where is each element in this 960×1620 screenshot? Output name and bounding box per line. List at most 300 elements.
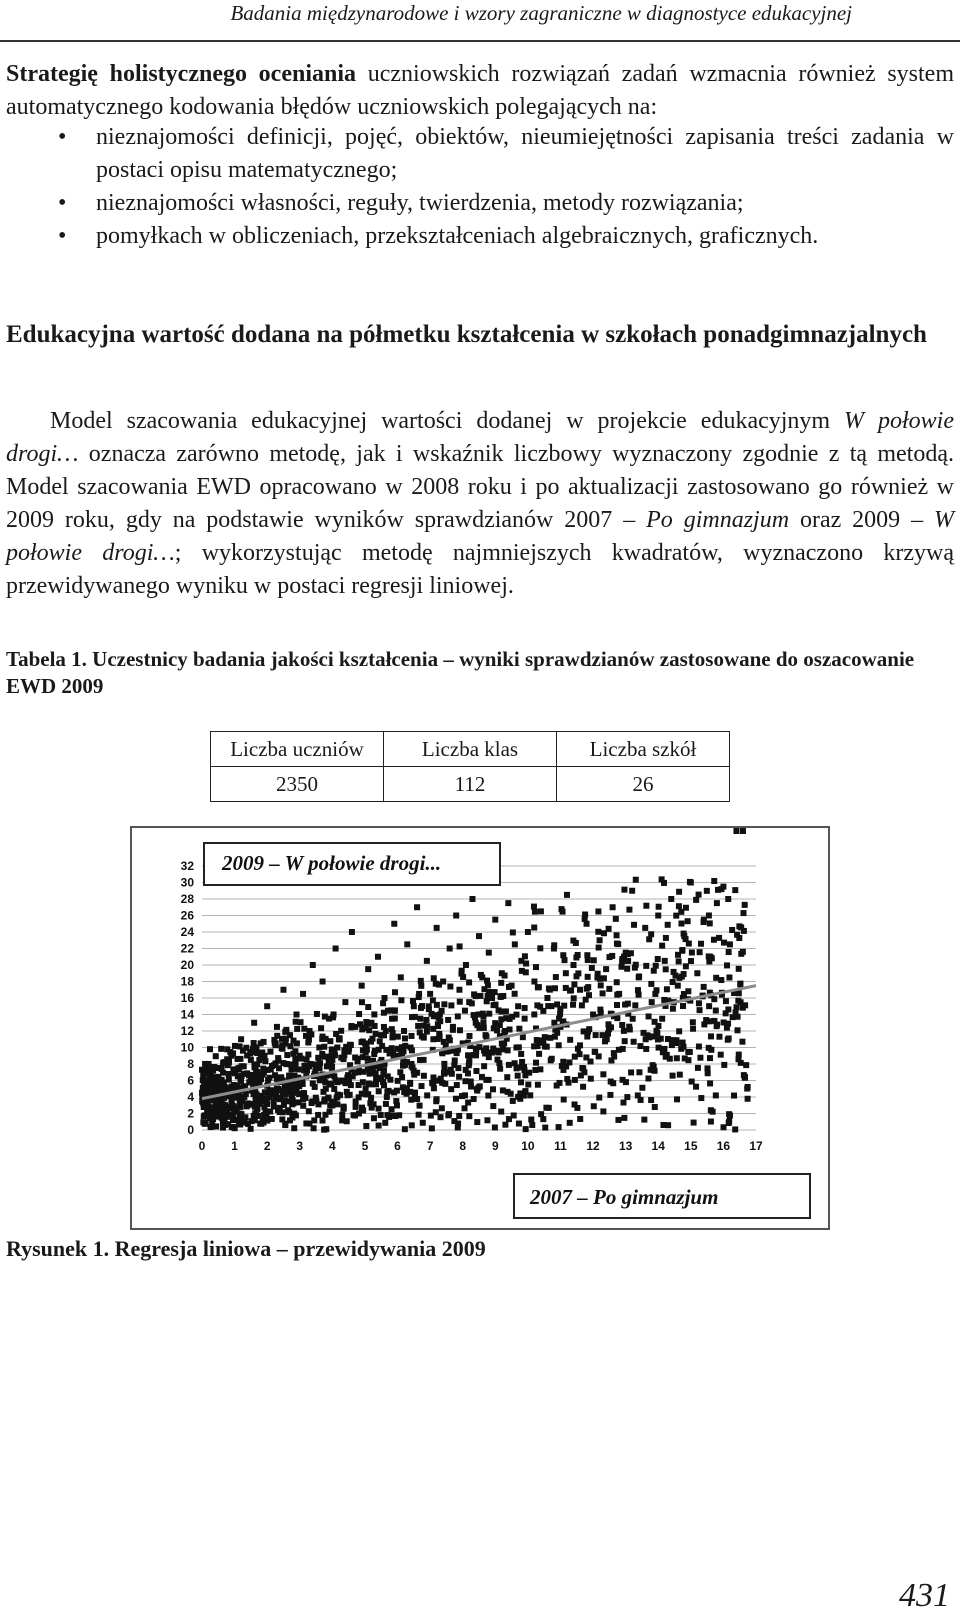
x-axis-label: 2007 – Po gimnazjum bbox=[530, 1185, 719, 1209]
data-point bbox=[241, 1063, 247, 1069]
data-point bbox=[260, 1066, 266, 1072]
data-point bbox=[653, 1028, 659, 1034]
data-point bbox=[741, 910, 747, 916]
data-point bbox=[314, 1011, 320, 1017]
model-text-4: ; wykorzystując metodę najmniejszych kwadratów, wyznaczono krzywą przewidywanego wyniku w postaci regresji liniowej. bbox=[6, 540, 955, 599]
data-point bbox=[292, 1056, 298, 1062]
data-point bbox=[678, 1046, 684, 1052]
data-point bbox=[652, 1019, 658, 1025]
chart-canvas bbox=[132, 828, 828, 1228]
data-point bbox=[463, 962, 469, 968]
data-point bbox=[575, 952, 581, 958]
data-point bbox=[290, 1087, 296, 1093]
data-point bbox=[630, 1016, 636, 1022]
data-point bbox=[529, 1122, 535, 1128]
data-point bbox=[531, 979, 537, 985]
data-point bbox=[713, 975, 719, 981]
data-point bbox=[531, 904, 537, 910]
data-point bbox=[648, 1097, 654, 1103]
y-tick-label: 30 bbox=[180, 875, 194, 890]
data-point bbox=[683, 963, 689, 969]
data-point bbox=[528, 1116, 534, 1122]
data-point bbox=[320, 1054, 326, 1060]
data-point bbox=[481, 1063, 487, 1069]
table-cell: 2350 bbox=[211, 767, 384, 802]
data-point bbox=[473, 1068, 479, 1074]
data-point bbox=[742, 902, 748, 908]
data-point bbox=[596, 1053, 602, 1059]
data-point bbox=[382, 1120, 388, 1126]
x-tick-label: 6 bbox=[394, 1139, 401, 1153]
data-point bbox=[606, 1026, 612, 1032]
data-point bbox=[420, 1120, 426, 1126]
data-point bbox=[453, 913, 459, 919]
data-point bbox=[697, 1007, 703, 1013]
data-point bbox=[227, 1049, 233, 1055]
data-point bbox=[225, 1121, 231, 1127]
data-point bbox=[676, 889, 682, 895]
data-point bbox=[740, 1005, 746, 1011]
data-point bbox=[341, 1104, 347, 1110]
data-point bbox=[542, 1034, 548, 1040]
data-point bbox=[687, 1049, 693, 1055]
data-point bbox=[487, 1049, 493, 1055]
data-point bbox=[534, 1037, 540, 1043]
data-point bbox=[232, 1125, 238, 1131]
data-point bbox=[356, 1011, 362, 1017]
data-point bbox=[448, 1002, 454, 1008]
data-point bbox=[462, 1008, 468, 1014]
data-point bbox=[556, 1015, 562, 1021]
data-point bbox=[201, 1068, 207, 1074]
data-point bbox=[236, 1094, 242, 1100]
data-point bbox=[264, 1003, 270, 1009]
data-point bbox=[583, 1054, 589, 1060]
data-point bbox=[531, 1011, 537, 1017]
data-point bbox=[267, 1049, 273, 1055]
data-point bbox=[389, 1034, 395, 1040]
data-point bbox=[296, 1091, 302, 1097]
data-point bbox=[359, 983, 365, 989]
list-item-text: nieznajomości własności, reguły, twierdzenia, metody rozwiązania; bbox=[96, 190, 744, 216]
data-point bbox=[662, 958, 668, 964]
data-point bbox=[500, 993, 506, 999]
data-point bbox=[392, 1008, 398, 1014]
data-point bbox=[596, 1095, 602, 1101]
data-point bbox=[544, 995, 550, 1001]
data-point bbox=[643, 903, 649, 909]
data-point bbox=[706, 958, 712, 964]
y-tick-label: 6 bbox=[187, 1073, 194, 1088]
data-point bbox=[551, 942, 557, 948]
data-point bbox=[362, 1025, 368, 1031]
data-point bbox=[377, 1038, 383, 1044]
data-point bbox=[481, 986, 487, 992]
data-point bbox=[629, 888, 635, 894]
data-point bbox=[480, 1011, 486, 1017]
data-point bbox=[371, 1115, 377, 1121]
data-point bbox=[303, 1063, 309, 1069]
data-point bbox=[469, 1000, 475, 1006]
data-point bbox=[655, 913, 661, 919]
y-axis-label: 2009 – W połowie drogi... bbox=[222, 851, 442, 875]
data-point bbox=[665, 922, 671, 928]
data-point bbox=[582, 916, 588, 922]
data-point bbox=[418, 978, 424, 984]
data-point bbox=[621, 1028, 627, 1034]
data-point bbox=[212, 1110, 218, 1116]
data-point bbox=[683, 905, 689, 911]
data-point bbox=[614, 932, 620, 938]
x-tick-label: 14 bbox=[651, 1139, 665, 1153]
data-point bbox=[721, 940, 727, 946]
data-point bbox=[338, 1055, 344, 1061]
data-point bbox=[718, 886, 724, 892]
data-point bbox=[457, 943, 463, 949]
data-point bbox=[732, 1126, 738, 1132]
data-point bbox=[512, 941, 518, 947]
data-point bbox=[456, 1074, 462, 1080]
data-point bbox=[238, 1036, 244, 1042]
data-point bbox=[491, 1025, 497, 1031]
data-point bbox=[706, 1018, 712, 1024]
data-point bbox=[476, 933, 482, 939]
data-point bbox=[277, 1105, 283, 1111]
data-point bbox=[580, 1084, 586, 1090]
data-point bbox=[283, 1091, 289, 1097]
data-point bbox=[381, 995, 387, 1001]
data-point bbox=[301, 1026, 307, 1032]
data-point bbox=[359, 999, 365, 1005]
data-point bbox=[532, 909, 538, 915]
data-point bbox=[689, 1079, 695, 1085]
data-point bbox=[637, 1043, 643, 1049]
data-point bbox=[344, 1118, 350, 1124]
data-point bbox=[456, 1113, 462, 1119]
data-point bbox=[237, 1056, 243, 1062]
data-point bbox=[486, 1077, 492, 1083]
data-point bbox=[439, 1080, 445, 1086]
data-point bbox=[613, 916, 619, 922]
table-caption: Tabela 1. Uczestnicy badania jakości kształcenia – wyniki sprawdzianów zastosowane do oszacowanie EWD 2009 bbox=[6, 647, 915, 698]
data-point bbox=[725, 896, 731, 902]
data-point bbox=[619, 1022, 625, 1028]
data-point bbox=[345, 1092, 351, 1098]
data-point bbox=[646, 1013, 652, 1019]
data-point bbox=[337, 1037, 343, 1043]
data-point bbox=[261, 1112, 267, 1118]
data-point bbox=[697, 1055, 703, 1061]
data-point bbox=[452, 1057, 458, 1063]
y-tick-label: 22 bbox=[180, 941, 194, 956]
data-point bbox=[224, 1056, 230, 1062]
data-point bbox=[537, 1066, 543, 1072]
data-point bbox=[251, 1040, 257, 1046]
data-point bbox=[711, 878, 717, 884]
data-point bbox=[636, 1069, 642, 1075]
data-point bbox=[718, 977, 724, 983]
data-point bbox=[219, 1101, 225, 1107]
data-point bbox=[310, 1081, 316, 1087]
data-point bbox=[286, 1109, 292, 1115]
x-tick-label: 10 bbox=[521, 1139, 535, 1153]
data-point bbox=[671, 969, 677, 975]
data-point bbox=[458, 971, 464, 977]
data-point bbox=[597, 937, 603, 943]
data-point bbox=[199, 1090, 205, 1096]
data-point bbox=[567, 988, 573, 994]
data-point bbox=[505, 1089, 511, 1095]
data-point bbox=[261, 1039, 267, 1045]
data-point bbox=[501, 1040, 507, 1046]
data-point bbox=[554, 1083, 560, 1089]
data-point bbox=[423, 1017, 429, 1023]
data-point bbox=[443, 1069, 449, 1075]
model-text-1: Model szacowania edukacyjnej wartości dodanej w projekcie edukacyjnym bbox=[50, 408, 845, 434]
table-row bbox=[211, 767, 730, 802]
data-point bbox=[706, 912, 712, 918]
data-point bbox=[515, 1003, 521, 1009]
data-point bbox=[595, 908, 601, 914]
data-point bbox=[342, 1080, 348, 1086]
data-point bbox=[714, 900, 720, 906]
data-point bbox=[513, 1012, 519, 1018]
data-point bbox=[447, 946, 453, 952]
bullet-icon: • bbox=[58, 223, 67, 249]
data-point bbox=[600, 990, 606, 996]
data-point bbox=[447, 1037, 453, 1043]
data-point bbox=[624, 1094, 630, 1100]
data-point bbox=[734, 932, 740, 938]
data-point bbox=[535, 1043, 541, 1049]
data-point bbox=[409, 1122, 415, 1128]
intro-text: uczniowskich rozwiązań zadań wzmacnia również system automatycznego kodowania błędów uczniowskich polegających na: bbox=[6, 61, 954, 120]
running-head-text: Badania międzynarodowe i wzory zagraniczne w diagnostyce edukacyjnej bbox=[230, 1, 852, 25]
data-point bbox=[364, 1091, 370, 1097]
data-point bbox=[447, 983, 453, 989]
data-point bbox=[453, 1096, 459, 1102]
data-point bbox=[685, 1057, 691, 1063]
data-point bbox=[691, 1120, 697, 1126]
x-tick-label: 4 bbox=[329, 1139, 336, 1153]
data-point bbox=[505, 1047, 511, 1053]
data-point bbox=[739, 1039, 745, 1045]
data-point bbox=[258, 1121, 264, 1127]
data-point bbox=[349, 929, 355, 935]
data-point bbox=[627, 1027, 633, 1033]
y-tick-label: 28 bbox=[180, 892, 194, 906]
data-point bbox=[606, 986, 612, 992]
data-point bbox=[486, 950, 492, 956]
data-point bbox=[290, 1038, 296, 1044]
data-point bbox=[437, 1033, 443, 1039]
data-point bbox=[421, 1073, 427, 1079]
data-point bbox=[600, 1071, 606, 1077]
data-point bbox=[296, 1099, 302, 1105]
data-point bbox=[398, 997, 404, 1003]
data-point bbox=[427, 991, 433, 997]
data-point bbox=[707, 920, 713, 926]
data-point bbox=[696, 1000, 702, 1006]
data-point bbox=[560, 1067, 566, 1073]
data-point bbox=[465, 1100, 471, 1106]
data-point bbox=[319, 1076, 325, 1082]
data-point bbox=[393, 1098, 399, 1104]
data-point bbox=[601, 975, 607, 981]
y-tick-label: 32 bbox=[180, 859, 194, 873]
data-point bbox=[676, 903, 682, 909]
data-point bbox=[424, 958, 430, 964]
data-point bbox=[704, 888, 710, 894]
data-point bbox=[331, 1011, 337, 1017]
data-point bbox=[417, 1103, 423, 1109]
x-tick-label: 11 bbox=[554, 1139, 567, 1153]
data-point bbox=[339, 1112, 345, 1118]
data-point bbox=[441, 1001, 447, 1007]
data-point bbox=[744, 1086, 750, 1092]
data-point bbox=[294, 1026, 300, 1032]
data-point bbox=[407, 1080, 413, 1086]
y-tick-label: 16 bbox=[180, 991, 194, 1005]
data-point bbox=[643, 1046, 649, 1052]
data-point bbox=[522, 1072, 528, 1078]
data-point bbox=[736, 990, 742, 996]
data-point bbox=[600, 1108, 606, 1114]
data-point bbox=[619, 956, 625, 962]
data-point bbox=[506, 1116, 512, 1122]
model-italic-3: W połowie drogi… bbox=[6, 507, 955, 566]
data-point bbox=[331, 1073, 337, 1079]
list-item bbox=[6, 220, 954, 253]
data-point bbox=[563, 970, 569, 976]
data-point bbox=[372, 1048, 378, 1054]
data-point bbox=[323, 1126, 329, 1132]
data-point bbox=[226, 1071, 232, 1077]
data-point bbox=[631, 922, 637, 928]
data-point bbox=[424, 1092, 430, 1098]
data-point bbox=[591, 1103, 597, 1109]
data-point bbox=[363, 1050, 369, 1056]
data-point bbox=[331, 1100, 337, 1106]
data-point bbox=[564, 892, 570, 898]
data-point bbox=[206, 1061, 212, 1067]
data-point bbox=[402, 1126, 408, 1132]
data-point bbox=[742, 1075, 748, 1081]
data-point bbox=[560, 1059, 566, 1065]
data-point bbox=[518, 1079, 524, 1085]
data-point bbox=[276, 1065, 282, 1071]
data-point bbox=[450, 1027, 456, 1033]
data-point bbox=[674, 1096, 680, 1102]
data-point bbox=[439, 1105, 445, 1111]
data-point bbox=[696, 1044, 702, 1050]
y-tick-label: 8 bbox=[187, 1057, 194, 1071]
data-point bbox=[515, 1073, 521, 1079]
data-point bbox=[473, 1046, 479, 1052]
intro-bold-term: Strategię holistycznego oceniania bbox=[6, 61, 357, 87]
data-point bbox=[721, 1124, 727, 1130]
data-point bbox=[370, 1036, 376, 1042]
data-point bbox=[462, 1105, 468, 1111]
data-point bbox=[253, 1091, 259, 1097]
data-point bbox=[670, 1073, 676, 1079]
data-point bbox=[635, 987, 641, 993]
data-point bbox=[395, 1034, 401, 1040]
data-point bbox=[598, 1010, 604, 1016]
data-point bbox=[215, 1079, 221, 1085]
data-point bbox=[507, 1016, 513, 1022]
data-point bbox=[409, 1047, 415, 1053]
data-point bbox=[279, 1036, 285, 1042]
data-point bbox=[289, 1101, 295, 1107]
data-point bbox=[448, 1086, 454, 1092]
bullet-icon: • bbox=[58, 124, 67, 150]
data-point bbox=[322, 1096, 328, 1102]
data-point bbox=[231, 1107, 237, 1113]
data-point bbox=[547, 987, 553, 993]
data-point bbox=[291, 1125, 297, 1131]
data-point bbox=[690, 1026, 696, 1032]
data-point bbox=[389, 1106, 395, 1112]
data-point bbox=[701, 919, 707, 925]
data-point bbox=[392, 1015, 398, 1021]
data-point bbox=[433, 981, 439, 987]
data-point bbox=[404, 941, 410, 947]
data-point bbox=[571, 995, 577, 1001]
list-item-text: pomyłkach w obliczeniach, przekształceniach algebraicznych, graficznych. bbox=[96, 223, 819, 249]
data-point bbox=[331, 1050, 337, 1056]
data-point bbox=[579, 1002, 585, 1008]
data-point bbox=[279, 1116, 285, 1122]
data-point bbox=[381, 1032, 387, 1038]
data-point bbox=[373, 1081, 379, 1087]
data-point bbox=[588, 1076, 594, 1082]
data-point bbox=[519, 968, 525, 974]
x-tick-label: 1 bbox=[231, 1139, 238, 1153]
data-point bbox=[745, 1096, 751, 1102]
data-point bbox=[280, 1060, 286, 1066]
data-point bbox=[693, 897, 699, 903]
data-point bbox=[378, 1112, 384, 1118]
data-point bbox=[648, 981, 654, 987]
data-point bbox=[481, 1047, 487, 1053]
data-point bbox=[417, 1057, 423, 1063]
data-point bbox=[357, 1021, 363, 1027]
data-point bbox=[533, 964, 539, 970]
data-point bbox=[572, 1054, 578, 1060]
data-point bbox=[681, 991, 687, 997]
data-point bbox=[300, 991, 306, 997]
data-point bbox=[320, 979, 326, 985]
data-point bbox=[685, 918, 691, 924]
data-point bbox=[725, 1006, 731, 1012]
data-point bbox=[726, 974, 732, 980]
data-point bbox=[306, 1108, 312, 1114]
data-point bbox=[387, 1077, 393, 1083]
data-point bbox=[253, 1111, 259, 1117]
data-point bbox=[348, 1082, 354, 1088]
data-point bbox=[556, 1042, 562, 1048]
data-point bbox=[653, 987, 659, 993]
data-point bbox=[680, 1003, 686, 1009]
data-point bbox=[430, 1074, 436, 1080]
data-point bbox=[276, 1088, 282, 1094]
data-point bbox=[575, 1046, 581, 1052]
data-point bbox=[282, 1085, 288, 1091]
data-point bbox=[523, 1126, 529, 1132]
data-point bbox=[625, 951, 631, 957]
data-point bbox=[402, 1062, 408, 1068]
